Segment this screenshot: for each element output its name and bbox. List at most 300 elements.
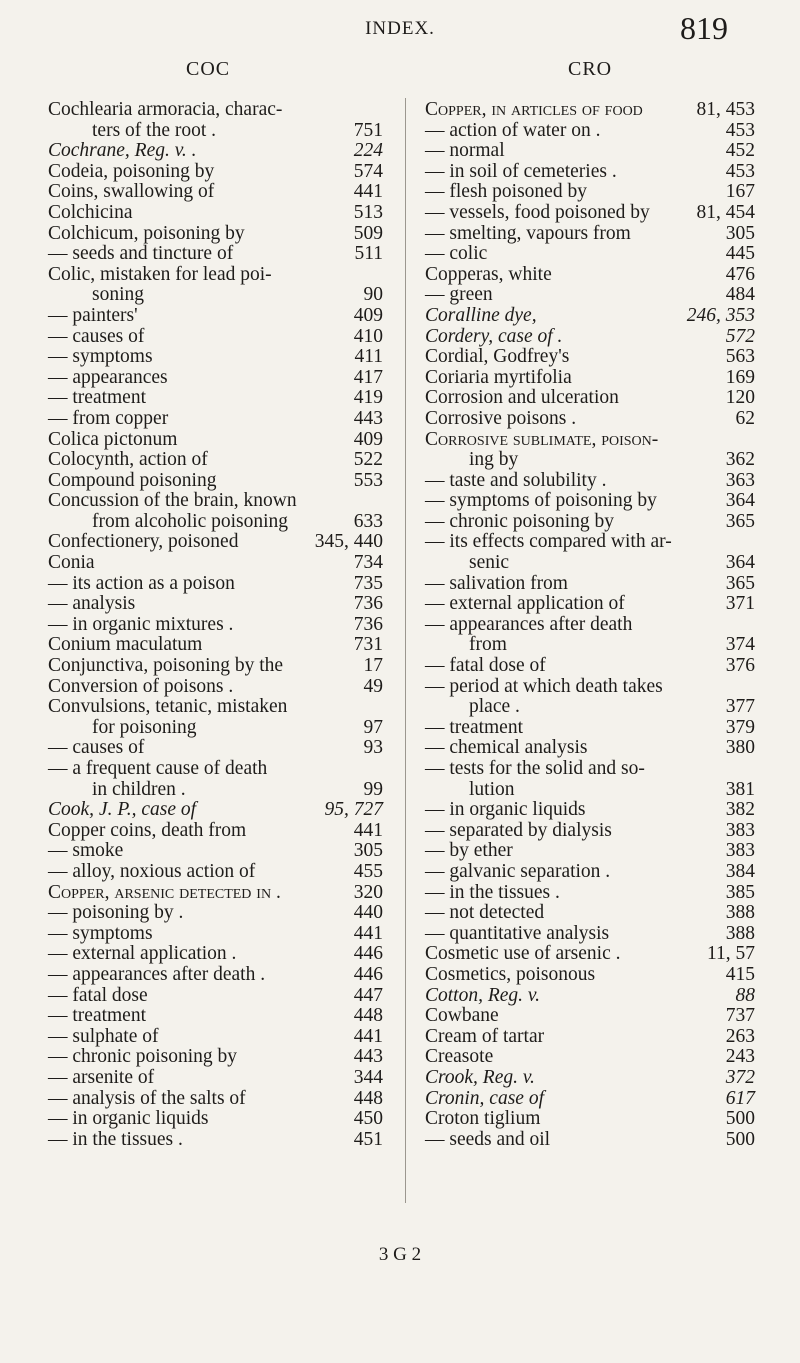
index-entry xyxy=(425,780,755,801)
index-entry-page: 447 xyxy=(353,984,383,1006)
index-entry xyxy=(425,821,755,842)
index-entry-text: Conjunctiva, poisoning by the xyxy=(48,655,284,677)
index-entry-text: Cosmetic use of arsenic . xyxy=(425,943,621,965)
index-entry-page: 382 xyxy=(725,799,755,821)
index-entry-text: — chronic poisoning by xyxy=(48,1046,238,1068)
index-entry-text: Corrosive poisons . xyxy=(425,407,577,429)
index-entry-text: — fatal dose of xyxy=(425,655,546,677)
index-entry xyxy=(425,430,755,451)
index-entry-page: 448 xyxy=(353,1005,383,1027)
index-entry xyxy=(48,224,383,245)
index-entry xyxy=(48,574,383,595)
index-entry-page: 411 xyxy=(354,346,383,368)
index-entry-text: Cream of tartar xyxy=(425,1025,545,1047)
index-entry xyxy=(425,800,755,821)
index-entry xyxy=(48,553,383,574)
index-entry-page: 736 xyxy=(353,593,383,615)
index-entry xyxy=(48,244,383,265)
index-entry xyxy=(425,162,755,183)
index-entry xyxy=(48,986,383,1007)
index-entry xyxy=(425,903,755,924)
index-entry-text: Crook, Reg. v. xyxy=(425,1066,535,1088)
index-entry-text: from alcoholic poisoning xyxy=(92,510,289,532)
index-entry xyxy=(48,594,383,615)
index-entry xyxy=(48,944,383,965)
index-entry-page: 49 xyxy=(363,675,383,697)
index-entry-page: 363 xyxy=(725,469,755,491)
index-entry xyxy=(425,491,755,512)
index-entry-page: 305 xyxy=(353,840,383,862)
index-entry-page: 451 xyxy=(353,1128,383,1150)
index-entry-text: Coralline dye, xyxy=(425,304,537,326)
index-entry-page: 633 xyxy=(353,510,383,532)
index-entry-page: 120 xyxy=(725,387,755,409)
index-entry-text: — smoke xyxy=(48,840,124,862)
index-entry-text: — green xyxy=(425,284,493,306)
index-entry-page: 167 xyxy=(725,181,755,203)
index-entry xyxy=(48,862,383,883)
index-entry-text: Cook, J. P., case of xyxy=(48,799,197,821)
index-entry xyxy=(425,553,755,574)
index-entry xyxy=(48,162,383,183)
index-entry-text: — seeds and oil xyxy=(425,1128,551,1150)
index-entry-text: — its action as a poison xyxy=(48,572,235,594)
index-entry-page: 415 xyxy=(725,963,755,985)
index-entry xyxy=(48,841,383,862)
index-entry-page: 450 xyxy=(353,1108,383,1130)
page-number: 819 xyxy=(680,10,728,46)
index-entry xyxy=(48,306,383,327)
index-entry xyxy=(48,471,383,492)
index-entry xyxy=(48,800,383,821)
index-entry-page: 374 xyxy=(725,634,755,656)
index-entry xyxy=(48,883,383,904)
index-entry-page: 90 xyxy=(363,284,383,306)
index-entry-page: 522 xyxy=(353,449,383,471)
index-entry-text: — fatal dose xyxy=(48,984,148,1006)
index-entry-page: 17 xyxy=(363,655,383,677)
index-entry-page: 385 xyxy=(725,881,755,903)
index-entry xyxy=(48,1068,383,1089)
index-entry-page: 455 xyxy=(353,860,383,882)
index-entry xyxy=(425,141,755,162)
index-entry-text: Colchicum, poisoning by xyxy=(48,222,245,244)
index-entry-page: 88 xyxy=(735,984,755,1006)
index-entry xyxy=(425,347,755,368)
index-entry-page: 376 xyxy=(725,655,755,677)
index-entry-text: Conversion of poisons . xyxy=(48,675,234,697)
index-entry-page: 409 xyxy=(353,304,383,326)
index-entry-page: 169 xyxy=(725,366,755,388)
index-entry-text: — flesh poisoned by xyxy=(425,181,587,203)
index-entry-text: for poisoning xyxy=(92,716,197,738)
index-entry-text: Cordial, Godfrey's xyxy=(425,346,570,368)
index-entry-page: 513 xyxy=(353,201,383,223)
index-entry-text: — appearances xyxy=(48,366,168,388)
index-entry-page: 345, 440 xyxy=(314,531,383,553)
index-entry xyxy=(48,1109,383,1130)
index-entry xyxy=(425,368,755,389)
index-entry xyxy=(48,1089,383,1110)
index-entry-page: 731 xyxy=(353,634,383,656)
index-entry-text: — vessels, food poisoned by xyxy=(425,201,650,223)
index-entry-text: — appearances after death . xyxy=(48,963,266,985)
index-entry xyxy=(425,1130,755,1151)
index-entry-page: 362 xyxy=(725,449,755,471)
index-entry xyxy=(425,1027,755,1048)
index-entry-text: Colchicina xyxy=(48,201,133,223)
index-entry-text: — a frequent cause of death xyxy=(48,758,268,779)
right-column-head: CRO xyxy=(568,58,613,80)
index-entry-page: 735 xyxy=(353,572,383,594)
index-entry-page: 419 xyxy=(353,387,383,409)
index-entry-text: Coins, swallowing of xyxy=(48,181,215,203)
index-entry xyxy=(48,677,383,698)
index-entry xyxy=(425,841,755,862)
index-entry-text: — poisoning by . xyxy=(48,902,184,924)
index-entry xyxy=(48,182,383,203)
index-entry-text: — analysis xyxy=(48,593,136,615)
index-entry xyxy=(48,697,383,718)
index-entry xyxy=(425,1047,755,1068)
index-entry xyxy=(48,718,383,739)
index-entry xyxy=(48,1047,383,1068)
index-entry-text: Copper, in articles of food xyxy=(425,99,643,120)
index-entry-page: 409 xyxy=(353,428,383,450)
index-entry xyxy=(48,1006,383,1027)
index-entry-text: Corrosion and ulceration xyxy=(425,387,619,409)
index-entry-text: Cotton, Reg. v. xyxy=(425,984,540,1006)
index-entry-text: — external application . xyxy=(48,943,237,965)
index-entry-page: 377 xyxy=(725,696,755,718)
index-entry xyxy=(425,986,755,1007)
index-entry-text: ters of the root . xyxy=(92,119,217,141)
index-entry-page: 388 xyxy=(725,902,755,924)
index-entry-text: Colica pictonum xyxy=(48,428,178,450)
index-entry xyxy=(48,265,383,286)
index-entry xyxy=(425,697,755,718)
index-entry-page: 243 xyxy=(725,1046,755,1068)
index-entry-page: 224 xyxy=(353,140,383,162)
index-entry xyxy=(425,635,755,656)
index-entry-text: Conium maculatum xyxy=(48,634,203,656)
index-entry-text: Cowbane xyxy=(425,1005,499,1027)
index-entry-page: 320 xyxy=(353,881,383,903)
index-entry-page: 388 xyxy=(725,922,755,944)
index-entry-text: ing by xyxy=(469,449,519,471)
index-entry xyxy=(425,574,755,595)
index-entry-page: 617 xyxy=(725,1087,755,1109)
index-entry xyxy=(48,203,383,224)
index-entry-text: Convulsions, tetanic, mistaken xyxy=(48,696,288,718)
index-entry-page: 553 xyxy=(353,469,383,491)
index-entry-page: 751 xyxy=(353,119,383,141)
index-entry-text: — by ether xyxy=(425,840,513,862)
index-entry-text: Copper coins, death from xyxy=(48,819,247,841)
index-entry-text: — treatment xyxy=(48,387,147,409)
index-entry xyxy=(425,594,755,615)
index-entry-text: — not detected xyxy=(425,902,545,924)
index-entry-text: Compound poisoning xyxy=(48,469,217,491)
index-entry-text: Cordery, case of . xyxy=(425,325,563,347)
index-entry-text: Creasote xyxy=(425,1046,494,1068)
index-entry-text: place . xyxy=(469,696,520,718)
index-entry-text: — taste and solubility . xyxy=(425,469,607,491)
index-entry xyxy=(425,285,755,306)
index-entry xyxy=(48,512,383,533)
index-entry xyxy=(425,244,755,265)
index-entry-text: Cronin, case of xyxy=(425,1087,544,1109)
index-entry-text: Cosmetics, poisonous xyxy=(425,963,596,985)
index-entry-page: 440 xyxy=(353,902,383,924)
index-entry-text: — symptoms xyxy=(48,922,153,944)
index-entry xyxy=(425,1068,755,1089)
index-entry-page: 62 xyxy=(735,407,755,429)
index-entry xyxy=(48,780,383,801)
index-entry-text: — salivation from xyxy=(425,572,568,594)
index-entry-text: — arsenite of xyxy=(48,1066,155,1088)
index-entry-text: Conia xyxy=(48,552,95,574)
index-entry xyxy=(425,224,755,245)
index-entry-page: 441 xyxy=(353,181,383,203)
index-entry-text: — painters' xyxy=(48,304,138,326)
index-entry-text: Cochlearia armoracia, charac- xyxy=(48,99,283,120)
index-entry-page: 263 xyxy=(725,1025,755,1047)
index-entry-text: — separated by dialysis xyxy=(425,819,612,841)
index-entry-page: 452 xyxy=(725,140,755,162)
index-entry-text: — in organic liquids xyxy=(425,799,586,821)
index-entry-page: 372 xyxy=(725,1066,755,1088)
index-entry xyxy=(48,656,383,677)
index-entry-page: 453 xyxy=(725,119,755,141)
index-entry-page: 365 xyxy=(725,572,755,594)
index-entry-page: 81, 453 xyxy=(696,99,755,120)
index-entry-page: 500 xyxy=(725,1128,755,1150)
index-entry xyxy=(48,409,383,430)
index-entry-page: 443 xyxy=(353,407,383,429)
index-entry-page: 371 xyxy=(725,593,755,615)
index-entry xyxy=(48,903,383,924)
index-entry-text: Cochrane, Reg. v. . xyxy=(48,140,197,162)
index-entry xyxy=(425,883,755,904)
index-entry-page: 453 xyxy=(725,160,755,182)
index-entry-page: 737 xyxy=(725,1005,755,1027)
index-entry xyxy=(425,1109,755,1130)
index-entry xyxy=(425,718,755,739)
index-entry-page: 572 xyxy=(725,325,755,347)
index-entry-text: — treatment xyxy=(425,716,524,738)
index-entry-text: — alloy, noxious action of xyxy=(48,860,256,882)
index-entry-page: 563 xyxy=(725,346,755,368)
index-entry xyxy=(425,1006,755,1027)
index-entry-text: Corrosive sublimate, poison- xyxy=(425,428,659,450)
index-entry-text: — colic xyxy=(425,243,488,265)
index-entry xyxy=(48,759,383,780)
index-entry xyxy=(48,285,383,306)
index-entry-text: Colic, mistaken for lead poi- xyxy=(48,263,272,285)
index-entry xyxy=(425,306,755,327)
index-entry-page: 736 xyxy=(353,613,383,635)
index-entry-page: 446 xyxy=(353,963,383,985)
index-entry-text: — appearances after death xyxy=(425,613,633,635)
running-head: INDEX. xyxy=(365,18,435,39)
index-entry xyxy=(48,491,383,512)
index-entry-page: 441 xyxy=(353,922,383,944)
index-entry xyxy=(425,121,755,142)
index-entry-text: — galvanic separation . xyxy=(425,860,611,882)
index-entry xyxy=(48,1130,383,1151)
index-entry-page: 364 xyxy=(725,552,755,574)
index-entry-text: — causes of xyxy=(48,325,145,347)
index-entry xyxy=(425,512,755,533)
index-entry xyxy=(425,327,755,348)
index-entry-page: 445 xyxy=(725,243,755,265)
index-entry-text: from xyxy=(469,634,507,656)
index-entry-text: — in organic liquids xyxy=(48,1108,209,1130)
index-entry-text: — symptoms xyxy=(48,346,153,368)
index-entry-text: senic xyxy=(469,552,510,574)
index-entry-text: — sulphate of xyxy=(48,1025,159,1047)
index-entry-text: lution xyxy=(469,778,515,800)
index-entry xyxy=(48,100,383,121)
index-entry xyxy=(48,450,383,471)
index-entry-page: 365 xyxy=(725,510,755,532)
index-entry-page: 476 xyxy=(725,263,755,285)
index-entry-text: — smelting, vapours from xyxy=(425,222,631,244)
index-entry-page: 448 xyxy=(353,1087,383,1109)
index-entry xyxy=(48,388,383,409)
index-entry xyxy=(425,409,755,430)
index-entry-page: 246, 353 xyxy=(686,304,755,326)
index-entry xyxy=(48,1027,383,1048)
index-entry xyxy=(425,182,755,203)
index-entry xyxy=(48,615,383,636)
index-entry xyxy=(425,944,755,965)
index-entry-text: Copperas, white xyxy=(425,263,552,285)
index-entry-page: 383 xyxy=(725,840,755,862)
index-entry-page: 500 xyxy=(725,1108,755,1130)
index-entry-text: Colocynth, action of xyxy=(48,449,208,471)
index-entry-page: 443 xyxy=(353,1046,383,1068)
index-entry-page: 441 xyxy=(353,1025,383,1047)
index-entry-page: 384 xyxy=(725,860,755,882)
index-entry xyxy=(48,327,383,348)
index-entry xyxy=(425,965,755,986)
index-entry-text: — seeds and tincture of xyxy=(48,243,234,265)
index-entry-page: 81, 454 xyxy=(696,201,755,223)
left-column-head: COC xyxy=(186,58,231,80)
index-entry-page: 95, 727 xyxy=(324,799,383,821)
index-entry xyxy=(425,615,755,636)
left-index-column xyxy=(48,100,383,1150)
index-entry-text: Concussion of the brain, known xyxy=(48,490,297,512)
index-entry xyxy=(48,430,383,451)
index-entry xyxy=(48,121,383,142)
index-entry-page: 305 xyxy=(725,222,755,244)
index-entry xyxy=(48,368,383,389)
index-entry xyxy=(48,141,383,162)
index-entry-page: 383 xyxy=(725,819,755,841)
index-entry-text: — tests for the solid and so- xyxy=(425,758,645,779)
index-entry-text: — external application of xyxy=(425,593,625,615)
index-entry-page: 344 xyxy=(353,1066,383,1088)
index-entry-page: 410 xyxy=(353,325,383,347)
index-entry xyxy=(425,677,755,698)
index-entry-text: — symptoms of poisoning by xyxy=(425,490,657,512)
index-entry xyxy=(48,924,383,945)
index-entry-page: 511 xyxy=(354,243,383,265)
index-entry xyxy=(425,1089,755,1110)
index-entry-text: Copper, arsenic detected in . xyxy=(48,881,281,903)
index-entry-text: — in organic mixtures . xyxy=(48,613,234,635)
index-entry-page: 379 xyxy=(725,716,755,738)
index-entry xyxy=(48,821,383,842)
index-entry-text: — in soil of cemeteries . xyxy=(425,160,617,182)
index-entry-page: 364 xyxy=(725,490,755,512)
index-entry-page: 11, 57 xyxy=(706,943,755,965)
index-entry-text: Coriaria myrtifolia xyxy=(425,366,572,388)
index-entry-text: soning xyxy=(92,284,145,306)
index-entry xyxy=(425,759,755,780)
index-entry-text: — in the tissues . xyxy=(48,1128,183,1150)
index-entry-text: Confectionery, poisoned xyxy=(48,531,239,553)
index-entry-page: 446 xyxy=(353,943,383,965)
index-entry-text: — from copper xyxy=(48,407,169,429)
index-entry xyxy=(48,347,383,368)
index-entry-page: 574 xyxy=(353,160,383,182)
index-entry xyxy=(425,203,755,224)
index-entry-page: 441 xyxy=(353,819,383,841)
index-entry-text: — in the tissues . xyxy=(425,881,560,903)
index-entry-text: Croton tiglium xyxy=(425,1108,541,1130)
index-entry-text: — analysis of the salts of xyxy=(48,1087,246,1109)
index-entry xyxy=(48,635,383,656)
index-entry-text: — chronic poisoning by xyxy=(425,510,615,532)
index-entry-text: — chemical analysis xyxy=(425,737,588,759)
index-entry xyxy=(425,450,755,471)
index-entry-page: 97 xyxy=(363,716,383,738)
index-entry xyxy=(425,532,755,553)
index-entry xyxy=(48,738,383,759)
index-entry-text: — action of water on . xyxy=(425,119,601,141)
index-entry xyxy=(48,965,383,986)
index-entry-page: 380 xyxy=(725,737,755,759)
right-index-column xyxy=(425,100,755,1150)
index-entry-text: Codeia, poisoning by xyxy=(48,160,215,182)
index-entry-page: 381 xyxy=(725,778,755,800)
index-entry-page: 93 xyxy=(363,737,383,759)
index-entry-page: 509 xyxy=(353,222,383,244)
index-entry-page: 734 xyxy=(353,552,383,574)
index-entry-text: — quantitative analysis xyxy=(425,922,610,944)
column-divider xyxy=(405,98,406,1203)
index-entry xyxy=(425,265,755,286)
index-entry-text: — period at which death takes xyxy=(425,675,663,697)
index-entry-page: 99 xyxy=(363,778,383,800)
signature-mark: 3 G 2 xyxy=(378,1244,422,1265)
index-entry-page: 417 xyxy=(353,366,383,388)
index-entry xyxy=(425,471,755,492)
index-entry xyxy=(425,738,755,759)
index-entry-text: in children . xyxy=(92,778,186,800)
index-entry xyxy=(425,388,755,409)
index-entry xyxy=(425,100,755,121)
index-entry-text: — causes of xyxy=(48,737,145,759)
index-entry xyxy=(48,532,383,553)
index-entry-text: — treatment xyxy=(48,1005,147,1027)
index-entry xyxy=(425,924,755,945)
index-entry xyxy=(425,656,755,677)
